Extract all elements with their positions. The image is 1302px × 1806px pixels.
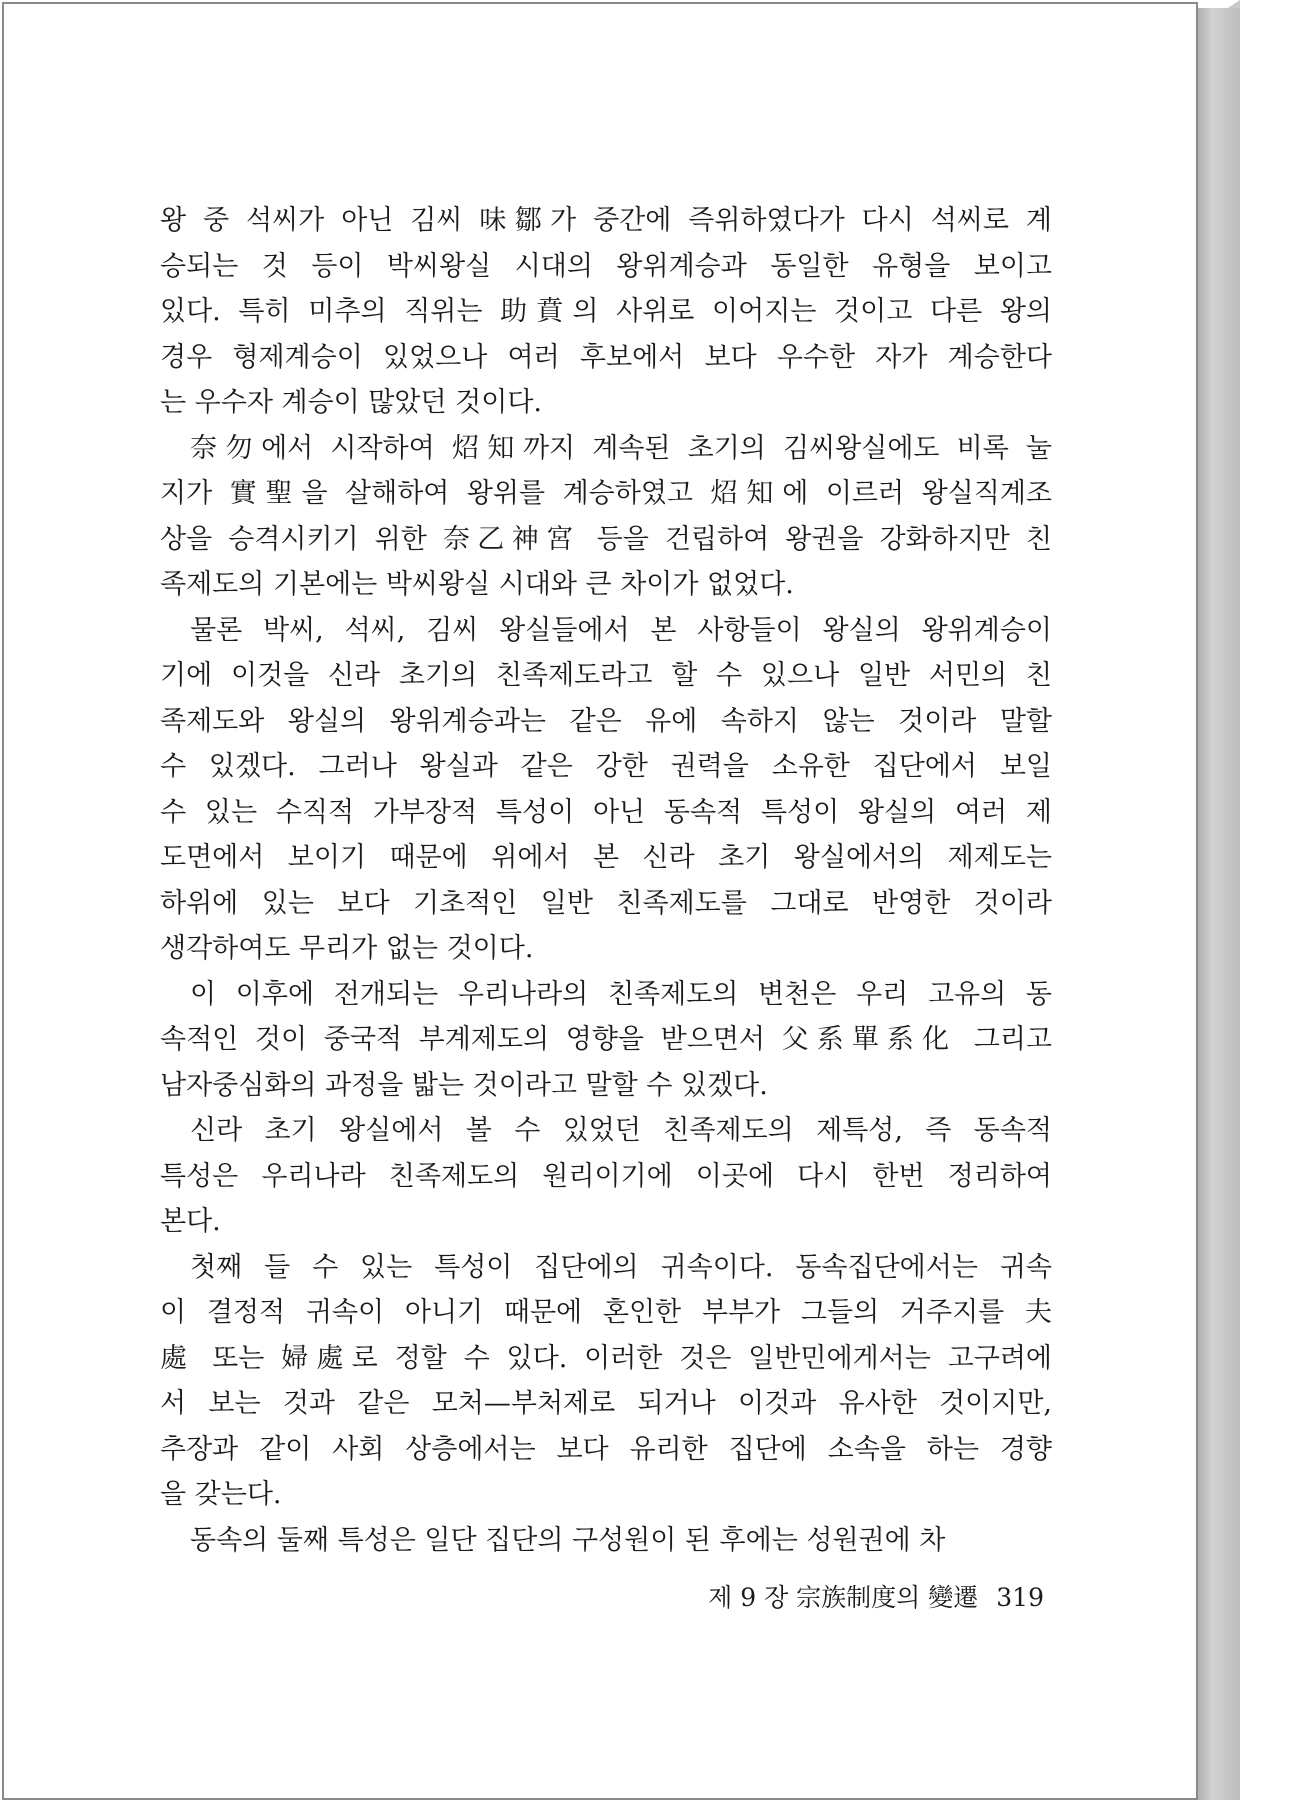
book-page <box>2 2 1198 1800</box>
text-line: 신라 초기 왕실에서 볼 수 있었던 친족제도의 제특성, 즉 동속적 <box>190 1115 1052 1146</box>
paragraph <box>160 972 1052 1109</box>
paragraph <box>160 1108 1052 1245</box>
text-line: 첫째 들 수 있는 특성이 집단에의 귀속이다. 동속집단에서는 귀속 <box>190 1251 1052 1283</box>
text-line: 하위에 있는 보다 기초적인 일반 친족제도를 그대로 반영한 것이라 <box>160 887 1052 919</box>
page-number: 319 <box>996 1583 1044 1612</box>
text-line: 이 이후에 전개되는 우리나라의 친족제도의 변천은 우리 고유의 동 <box>190 978 1052 1010</box>
paragraph <box>160 1245 1052 1518</box>
paragraph <box>160 426 1052 608</box>
text-line: 기에 이것을 신라 초기의 친족제도라고 할 수 있으나 일반 서민의 친 <box>160 660 1052 691</box>
text-line: 추장과 같이 사회 상층에서는 보다 유리한 집단에 소속을 하는 경향 <box>160 1433 1052 1465</box>
paragraph <box>160 198 1052 426</box>
text-line: 수 있겠다. 그러나 왕실과 같은 강한 권력을 소유한 집단에서 보일 <box>160 751 1052 782</box>
text-line: 동속의 둘째 특성은 일단 집단의 구성원이 된 후에는 성원권에 차 <box>190 1524 946 1556</box>
text-line: 이 결정적 귀속이 아니기 때문에 혼인한 부부가 그들의 거주지를 夫 <box>160 1297 1052 1328</box>
body-text <box>160 198 1052 1563</box>
text-line: 물론 박씨, 석씨, 김씨 왕실들에서 본 사항들이 왕실의 왕위계승이 <box>190 614 1052 646</box>
text-line: 는 우수자 계승이 많았던 것이다. <box>160 387 542 418</box>
text-line: 본다. <box>160 1206 221 1237</box>
text-line: 수 있는 수직적 가부장적 특성이 아닌 동속적 특성이 왕실의 여러 제 <box>160 796 1052 828</box>
page-edge-shadow <box>1194 8 1240 1800</box>
paragraph <box>160 1518 1052 1564</box>
text-line: 남자중심화의 과정을 밟는 것이라고 말할 수 있겠다. <box>160 1069 768 1101</box>
text-line: 서 보는 것과 같은 모처—부처제로 되거나 이것과 유사한 것이지만, <box>160 1388 1052 1419</box>
text-line: 생각하여도 무리가 없는 것이다. <box>160 933 534 964</box>
text-line: 있다. 특히 미추의 직위는 助賁의 사위로 이어지는 것이고 다른 왕의 <box>160 296 1052 327</box>
text-line: 지가 實聖을 살해하여 왕위를 계승하였고 炤知에 이르러 왕실직계조 <box>160 478 1052 509</box>
text-line: 도면에서 보이기 때문에 위에서 본 신라 초기 왕실에서의 제제도는 <box>160 842 1052 873</box>
text-line: 족제도와 왕실의 왕위계승과는 같은 유에 속하지 않는 것이라 말할 <box>160 705 1052 737</box>
text-line: 을 갖는다. <box>160 1479 282 1510</box>
text-line: 奈勿에서 시작하여 炤知까지 계속된 초기의 김씨왕실에도 비록 눌 <box>190 432 1052 464</box>
text-line: 상을 승격시키기 위한 奈乙神宮 등을 건립하여 왕권을 강화하지만 친 <box>160 523 1052 555</box>
running-footer <box>664 1578 1044 1614</box>
chapter-title: 제 9 장 宗族制度의 變遷 <box>708 1583 979 1612</box>
text-line: 處 또는 婦處로 정할 수 있다. 이러한 것은 일반민에게서는 고구려에 <box>160 1342 1052 1374</box>
text-line: 속적인 것이 중국적 부계제도의 영향을 받으면서 父系單系化 그리고 <box>160 1024 1052 1055</box>
text-line: 경우 형제계승이 있었으나 여러 후보에서 보다 우수한 자가 계승한다 <box>160 341 1052 373</box>
text-line: 특성은 우리나라 친족제도의 원리이기에 이곳에 다시 한번 정리하여 <box>160 1160 1052 1192</box>
text-line: 족제도의 기본에는 박씨왕실 시대와 큰 차이가 없었다. <box>160 569 794 600</box>
paragraph <box>160 608 1052 972</box>
text-line: 왕 중 석씨가 아닌 김씨 味鄒가 중간에 즉위하였다가 다시 석씨로 계 <box>160 205 1052 236</box>
text-line: 승되는 것 등이 박씨왕실 시대의 왕위계승과 동일한 유형을 보이고 <box>160 250 1052 282</box>
